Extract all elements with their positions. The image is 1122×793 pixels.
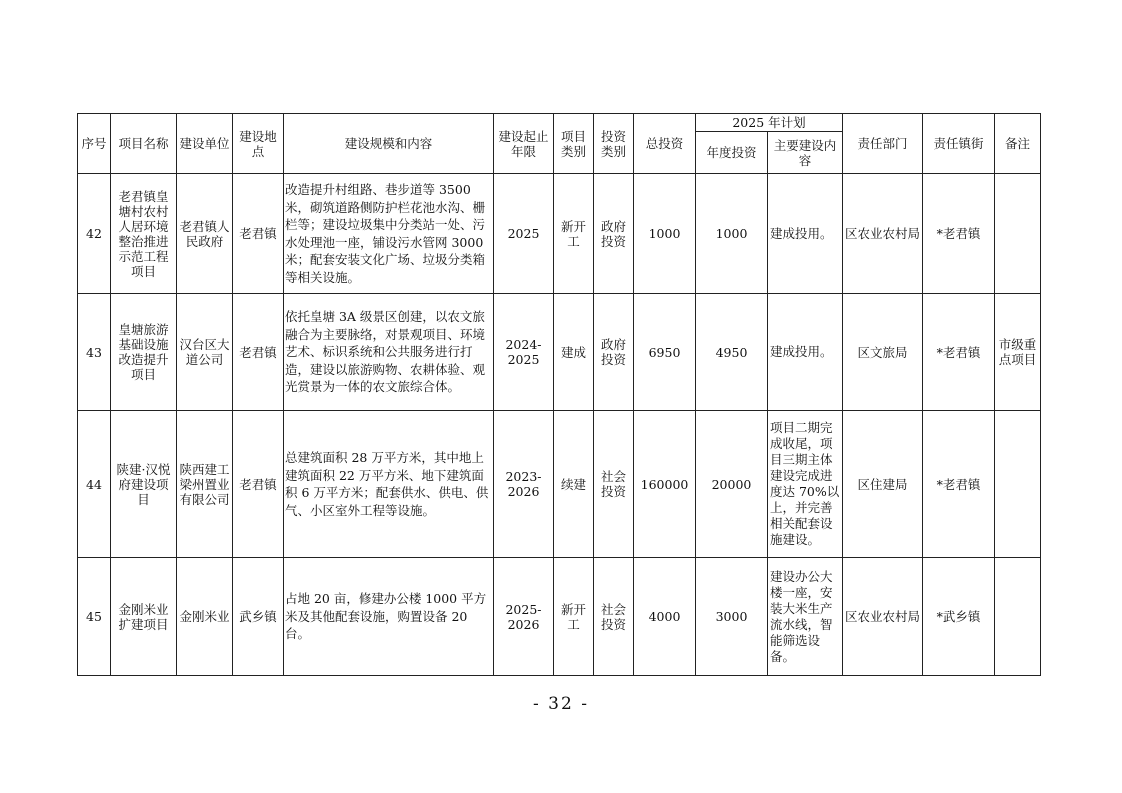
cell-annual: 4950	[696, 294, 768, 411]
cell-scope: 改造提升村组路、巷步道等 3500 米，砌筑道路侧防护栏花池水沟、栅栏等；建设垃圾集中分类站一处、污水处理池一座，铺设污水管网 3000 米；配套安装文化广场、垃圾分类箱等相关设施。	[284, 174, 494, 294]
cell-dept: 区农业农村局	[843, 174, 923, 294]
header-scope: 建设规模和内容	[284, 114, 494, 174]
cell-main-content: 建成投用。	[768, 174, 843, 294]
cell-scope: 占地 20 亩，修建办公楼 1000 平方米及其他配套设施，购置设备 20 台。	[284, 558, 494, 676]
cell-name: 皇塘旅游基础设施改造提升项目	[111, 294, 177, 411]
cell-town: *老君镇	[923, 294, 995, 411]
cell-seq: 42	[78, 174, 111, 294]
cell-remark	[995, 558, 1041, 676]
cell-location: 武乡镇	[233, 558, 284, 676]
cell-remark	[995, 174, 1041, 294]
project-plan-table	[77, 113, 1041, 676]
header-plan-group: 2025 年计划	[696, 114, 843, 132]
cell-total: 1000	[634, 174, 696, 294]
table-row	[78, 411, 1041, 558]
cell-annual: 20000	[696, 411, 768, 558]
cell-period: 2024-2025	[494, 294, 554, 411]
cell-total: 4000	[634, 558, 696, 676]
cell-town: *武乡镇	[923, 558, 995, 676]
cell-location: 老君镇	[233, 294, 284, 411]
cell-annual: 1000	[696, 174, 768, 294]
cell-town: *老君镇	[923, 411, 995, 558]
cell-total: 160000	[634, 411, 696, 558]
cell-name: 陕建·汉悦府建设项目	[111, 411, 177, 558]
cell-scope: 总建筑面积 28 万平方米，其中地上建筑面积 22 万平方米、地下建筑面积 6 万平方米；配套供水、供电、供气、小区室外工程等设施。	[284, 411, 494, 558]
header-remark: 备注	[995, 114, 1041, 174]
cell-seq: 45	[78, 558, 111, 676]
header-unit: 建设单位	[177, 114, 233, 174]
cell-invest-type: 政府投资	[594, 294, 634, 411]
page-number: - 32 -	[533, 694, 589, 714]
cell-seq: 44	[78, 411, 111, 558]
cell-period: 2023-2026	[494, 411, 554, 558]
cell-name: 金刚米业扩建项目	[111, 558, 177, 676]
header-annual: 年度投资	[696, 132, 768, 174]
header-location: 建设地点	[233, 114, 284, 174]
cell-dept: 区住建局	[843, 411, 923, 558]
header-period: 建设起止年限	[494, 114, 554, 174]
cell-main-content: 建设办公大楼一座，安装大米生产流水线，智能筛选设备。	[768, 558, 843, 676]
cell-annual: 3000	[696, 558, 768, 676]
cell-invest-type: 社会投资	[594, 558, 634, 676]
cell-category: 新开工	[554, 174, 594, 294]
cell-name: 老君镇皇塘村农村人居环境整治推进示范工程项目	[111, 174, 177, 294]
table-row	[78, 558, 1041, 676]
header-name: 项目名称	[111, 114, 177, 174]
cell-remark: 市级重点项目	[995, 294, 1041, 411]
cell-invest-type: 政府投资	[594, 174, 634, 294]
header-main-content: 主要建设内容	[768, 132, 843, 174]
header-seq: 序号	[78, 114, 111, 174]
cell-main-content: 项目二期完成收尾，项目三期主体建设完成进度达 70%以上，并完善相关配套设施建设。	[768, 411, 843, 558]
cell-category: 新开工	[554, 558, 594, 676]
cell-location: 老君镇	[233, 174, 284, 294]
cell-unit: 陕西建工梁州置业有限公司	[177, 411, 233, 558]
cell-unit: 老君镇人民政府	[177, 174, 233, 294]
header-category: 项目类别	[554, 114, 594, 174]
cell-unit: 汉台区大道公司	[177, 294, 233, 411]
cell-dept: 区农业农村局	[843, 558, 923, 676]
header-town: 责任镇街	[923, 114, 995, 174]
table-row	[78, 174, 1041, 294]
cell-town: *老君镇	[923, 174, 995, 294]
cell-scope: 依托皇塘 3A 级景区创建，以农文旅融合为主要脉络，对景观项目、环境艺术、标识系统和公共服务进行打造，建设以旅游购物、农耕体验、观光赏景为一体的农文旅综合体。	[284, 294, 494, 411]
cell-main-content: 建成投用。	[768, 294, 843, 411]
cell-remark	[995, 411, 1041, 558]
cell-unit: 金刚米业	[177, 558, 233, 676]
header-invest-type: 投资类别	[594, 114, 634, 174]
cell-period: 2025-2026	[494, 558, 554, 676]
header-row-1	[78, 114, 1041, 132]
cell-category: 续建	[554, 411, 594, 558]
cell-period: 2025	[494, 174, 554, 294]
table-row	[78, 294, 1041, 411]
header-total: 总投资	[634, 114, 696, 174]
cell-total: 6950	[634, 294, 696, 411]
cell-seq: 43	[78, 294, 111, 411]
cell-category: 建成	[554, 294, 594, 411]
cell-location: 老君镇	[233, 411, 284, 558]
header-dept: 责任部门	[843, 114, 923, 174]
cell-invest-type: 社会投资	[594, 411, 634, 558]
cell-dept: 区文旅局	[843, 294, 923, 411]
